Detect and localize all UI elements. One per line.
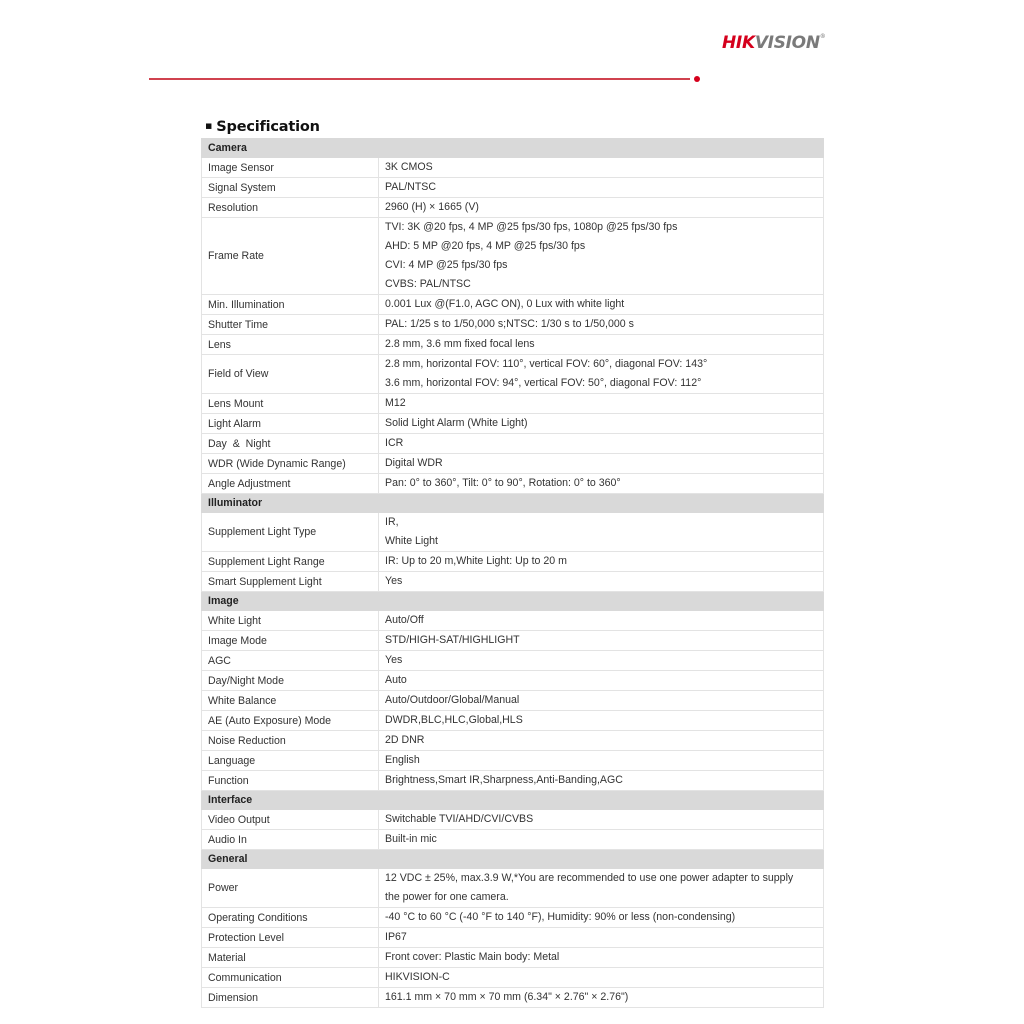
spec-label: Image Mode — [202, 631, 379, 651]
spec-label: Material — [202, 948, 379, 968]
spec-value-line: -40 °C to 60 °C (-40 °F to 140 °F), Humidity: 90% or less (non-condensing) — [385, 911, 736, 923]
spec-value — [379, 651, 824, 671]
spec-value-line: Yes — [385, 575, 403, 587]
spec-value — [379, 552, 824, 572]
spec-row — [202, 810, 824, 830]
spec-row — [202, 552, 824, 572]
spec-value-line: IP67 — [385, 931, 407, 943]
spec-value — [379, 771, 824, 791]
spec-value — [379, 731, 824, 751]
spec-label: Day & Night — [202, 434, 379, 454]
spec-value — [379, 928, 824, 948]
spec-row — [202, 751, 824, 771]
spec-row — [202, 631, 824, 651]
spec-value-line: Auto/Off — [385, 614, 424, 626]
spec-label: Image Sensor — [202, 158, 379, 178]
spec-label: Noise Reduction — [202, 731, 379, 751]
spec-value-line: IR, — [385, 516, 399, 528]
section-header-image — [202, 592, 824, 611]
spec-row — [202, 198, 824, 218]
spec-value-line: Pan: 0° to 360°, Tilt: 0° to 90°, Rotation: 0° to 360° — [385, 477, 621, 489]
spec-value-line: White Light — [385, 535, 438, 547]
spec-value — [379, 178, 824, 198]
spec-value — [379, 295, 824, 315]
spec-label: White Light — [202, 611, 379, 631]
spec-value — [379, 631, 824, 651]
spec-row — [202, 434, 824, 454]
spec-label: Lens — [202, 335, 379, 355]
spec-label: Protection Level — [202, 928, 379, 948]
section-header-illuminator — [202, 494, 824, 513]
spec-label: Frame Rate — [202, 218, 379, 295]
spec-row — [202, 671, 824, 691]
spec-value-line: TVI: 3K @20 fps, 4 MP @25 fps/30 fps, 1080p @25 fps/30 fps — [385, 221, 678, 233]
section-title: Image — [202, 592, 824, 611]
spec-value — [379, 513, 824, 552]
spec-value-line: CVBS: PAL/NTSC — [385, 278, 471, 290]
spec-label: Shutter Time — [202, 315, 379, 335]
hikvision-logo — [722, 33, 825, 53]
spec-value — [379, 414, 824, 434]
section-title: Illuminator — [202, 494, 824, 513]
spec-row — [202, 968, 824, 988]
spec-row — [202, 830, 824, 850]
spec-value — [379, 434, 824, 454]
section-title: General — [202, 850, 824, 869]
spec-value-line: PAL/NTSC — [385, 181, 437, 193]
spec-value — [379, 158, 824, 178]
spec-value — [379, 335, 824, 355]
spec-value-line: ICR — [385, 437, 404, 449]
spec-row — [202, 394, 824, 414]
header-divider-dot — [694, 76, 700, 82]
spec-value-line: Built-in mic — [385, 833, 437, 845]
section-header-camera — [202, 139, 824, 158]
spec-value-line: 3.6 mm, horizontal FOV: 94°, vertical FOV: 50°, diagonal FOV: 112° — [385, 377, 702, 389]
spec-label: White Balance — [202, 691, 379, 711]
spec-value — [379, 198, 824, 218]
section-title: Camera — [202, 139, 824, 158]
spec-value — [379, 948, 824, 968]
spec-row — [202, 651, 824, 671]
spec-row — [202, 454, 824, 474]
spec-value-line: 2960 (H) × 1665 (V) — [385, 201, 479, 213]
spec-value — [379, 711, 824, 731]
spec-value — [379, 810, 824, 830]
spec-label: Supplement Light Range — [202, 552, 379, 572]
spec-label: Signal System — [202, 178, 379, 198]
spec-value-line: STD/HIGH-SAT/HIGHLIGHT — [385, 634, 520, 646]
spec-label: Audio In — [202, 830, 379, 850]
spec-label: Day/Night Mode — [202, 671, 379, 691]
spec-row — [202, 691, 824, 711]
spec-value — [379, 355, 824, 394]
spec-value-line: 2.8 mm, 3.6 mm fixed focal lens — [385, 338, 535, 350]
spec-row — [202, 513, 824, 552]
spec-row — [202, 218, 824, 295]
spec-label: Power — [202, 869, 379, 908]
spec-row — [202, 948, 824, 968]
spec-row — [202, 474, 824, 494]
title-bullet-icon: ▪ — [205, 119, 213, 132]
spec-value-line: AHD: 5 MP @20 fps, 4 MP @25 fps/30 fps — [385, 240, 586, 252]
spec-label: Resolution — [202, 198, 379, 218]
spec-value-line: Auto/Outdoor/Global/Manual — [385, 694, 520, 706]
spec-label: AE (Auto Exposure) Mode — [202, 711, 379, 731]
spec-value-line: Digital WDR — [385, 457, 443, 469]
spec-label: Operating Conditions — [202, 908, 379, 928]
section-header-interface — [202, 791, 824, 810]
spec-row — [202, 178, 824, 198]
spec-label: Field of View — [202, 355, 379, 394]
spec-value-line: the power for one camera. — [385, 891, 509, 903]
spec-label: Function — [202, 771, 379, 791]
spec-label: Supplement Light Type — [202, 513, 379, 552]
spec-row — [202, 711, 824, 731]
spec-value — [379, 474, 824, 494]
spec-value-line: Front cover: Plastic Main body: Metal — [385, 951, 560, 963]
spec-row — [202, 731, 824, 751]
spec-value-line: DWDR,BLC,HLC,Global,HLS — [385, 714, 523, 726]
spec-value-line: PAL: 1/25 s to 1/50,000 s;NTSC: 1/30 s to 1/50,000 s — [385, 318, 634, 330]
spec-value — [379, 454, 824, 474]
logo-red-part: HIK — [722, 33, 755, 53]
section-title: Interface — [202, 791, 824, 810]
spec-label: Angle Adjustment — [202, 474, 379, 494]
spec-row — [202, 355, 824, 394]
spec-value-line: CVI: 4 MP @25 fps/30 fps — [385, 259, 508, 271]
spec-label: AGC — [202, 651, 379, 671]
section-header-general — [202, 850, 824, 869]
spec-value-line: Auto — [385, 674, 407, 686]
spec-label: Lens Mount — [202, 394, 379, 414]
spec-row — [202, 572, 824, 592]
spec-row — [202, 908, 824, 928]
spec-row — [202, 295, 824, 315]
spec-row — [202, 414, 824, 434]
spec-value-line: 12 VDC ± 25%, max.3.9 W,*You are recommended to use one power adapter to supply — [385, 872, 794, 884]
spec-value-line: Yes — [385, 654, 403, 666]
spec-value — [379, 751, 824, 771]
spec-value-line: 161.1 mm × 70 mm × 70 mm (6.34" × 2.76" × 2.76") — [385, 991, 629, 1003]
spec-label: Communication — [202, 968, 379, 988]
spec-value-line: IR: Up to 20 m,White Light: Up to 20 m — [385, 555, 567, 567]
spec-row — [202, 928, 824, 948]
spec-value — [379, 572, 824, 592]
header-divider-line — [149, 78, 690, 80]
spec-value — [379, 394, 824, 414]
spec-row — [202, 988, 824, 1008]
spec-row — [202, 315, 824, 335]
spec-label: Min. Illumination — [202, 295, 379, 315]
spec-value — [379, 218, 824, 295]
spec-label: Language — [202, 751, 379, 771]
page-title-text: Specification — [216, 119, 320, 135]
spec-value-line: English — [385, 754, 420, 766]
spec-value — [379, 315, 824, 335]
spec-label: Video Output — [202, 810, 379, 830]
spec-label: Light Alarm — [202, 414, 379, 434]
logo-gray-part: VISION — [754, 33, 820, 53]
spec-value — [379, 988, 824, 1008]
spec-value — [379, 671, 824, 691]
spec-row — [202, 611, 824, 631]
spec-value-line: HIKVISION-C — [385, 971, 450, 983]
spec-value-line: 3K CMOS — [385, 161, 433, 173]
spec-label: WDR (Wide Dynamic Range) — [202, 454, 379, 474]
spec-row — [202, 158, 824, 178]
spec-label: Dimension — [202, 988, 379, 1008]
spec-value — [379, 869, 824, 908]
spec-value — [379, 908, 824, 928]
spec-value — [379, 691, 824, 711]
registered-mark: ® — [819, 33, 826, 40]
spec-value-line: 2.8 mm, horizontal FOV: 110°, vertical FOV: 60°, diagonal FOV: 143° — [385, 358, 708, 370]
spec-value-line: 0.001 Lux @(F1.0, AGC ON), 0 Lux with white light — [385, 298, 625, 310]
spec-row — [202, 869, 824, 908]
spec-value — [379, 830, 824, 850]
spec-label: Smart Supplement Light — [202, 572, 379, 592]
spec-value — [379, 611, 824, 631]
page-title — [205, 119, 320, 135]
spec-value-line: Solid Light Alarm (White Light) — [385, 417, 528, 429]
spec-row — [202, 771, 824, 791]
spec-row — [202, 335, 824, 355]
spec-value-line: M12 — [385, 397, 406, 409]
spec-value-line: Switchable TVI/AHD/CVI/CVBS — [385, 813, 534, 825]
spec-value-line: 2D DNR — [385, 734, 425, 746]
spec-value-line: Brightness,Smart IR,Sharpness,Anti-Banding,AGC — [385, 774, 623, 786]
spec-value — [379, 968, 824, 988]
specification-table — [201, 138, 824, 1008]
